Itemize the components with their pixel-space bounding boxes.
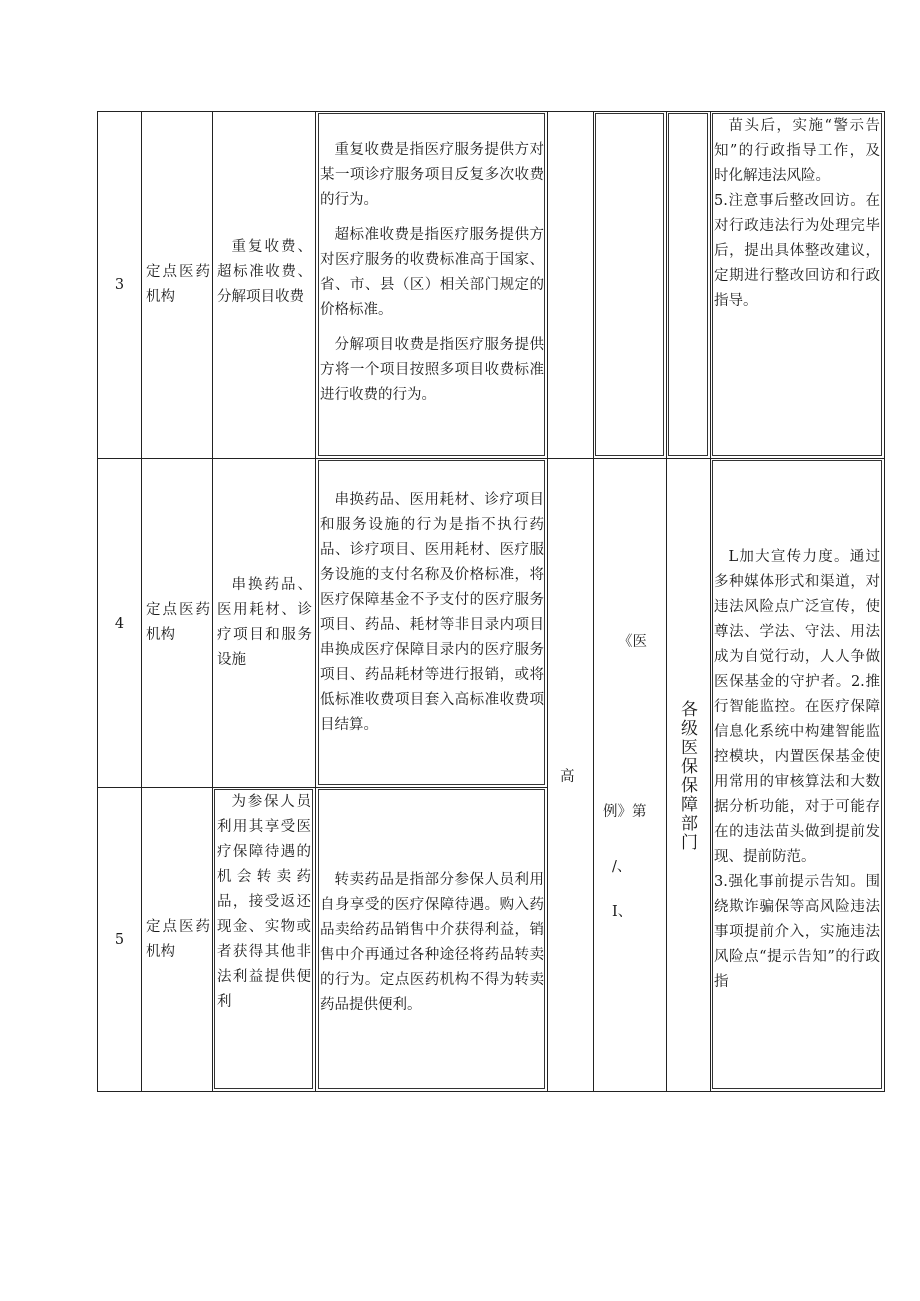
row4-item: 串换药品、医用耗材、诊疗项目和服务设施 [217,577,312,668]
row3-measures: 苗头后，实施“警示告知”的行政指导工作，及时化解违法风险。 5.注意事后整改回访。在对行政违法行为处理完毕后，提出具体整改建议，定期进行整改回访和行政指导。 [714,118,880,309]
row4-number: 4 [114,615,125,632]
col-line-7 [710,111,711,1092]
row3-desc-para-3: 分解项目收费是指医疗服务提供方将一个项目按照多项目收费标准进行收费的行为。 [320,337,544,403]
table-bottom-border [97,1091,884,1092]
basis-line-4: I、 [612,904,633,920]
risk-level: 高 [560,769,575,785]
col-line-6 [666,111,667,1092]
col-line-2 [212,111,213,1092]
col-line-1 [141,111,142,1092]
row5-org: 定点医药机构 [146,919,210,960]
row3-desc-para-1: 重复收费是指医疗服务提供方对某一项诊疗服务项目反复多次收费的行为。 [320,142,544,208]
col-line-5 [593,111,594,1092]
col-line-4 [547,111,548,1092]
row5-description: 转卖药品是指部分参保人员利用自身享受的医疗保障待遇。购入药品卖给药品销售中介获得利益，销售中介再通过各种途径将药品转卖的行为。定点医药机构不得为转卖药品提供便利。 [320,872,544,1013]
basis-line-3: /、 [612,859,632,875]
basis-line-2: 例》第 [603,804,647,820]
row5-number: 5 [114,931,125,948]
row3-desc-para-2: 超标准收费是指医疗服务提供方对医疗服务的收费标准高于国家、省、市、县（区）相关部门规定的价格标准。 [320,227,544,318]
dept-box-top [668,113,708,456]
basis-box-top [595,113,664,456]
row-divider-4-5 [97,787,547,788]
row3-item: 重复收费、超标准收费、分解项目收费 [217,239,312,305]
row3-org: 定点医药机构 [146,264,210,305]
row3-number: 3 [114,277,125,293]
merged-measures: L加大宣传力度。通过多种媒体形式和渠道，对违法风险点广泛宣传，使尊法、学法、守法、用法成为自觉行动，人人争做医保基金的守护者。2.推行智能监控。在医疗保障信息化系统中构建智能监控模块，内置医保基金使用常用的审核算法和大数据分析功能，对于可能存在的违法苗头做到提前发现、提前防范。 3.强化事前提示告知。围绕欺诈骗保等高风险违法事项提前介入，实施违法风险点“提示告知”的行政指 [714,549,880,990]
col-line-8 [884,111,885,1092]
row4-description: 串换药品、医用耗材、诊疗项目和服务设施的行为是指不执行药品、诊疗项目、医用耗材、医疗服务设施的支付名称及价格标准，将医疗保障基金不予支付的医疗服务项目、药品、耗材等非目录内项目串换成医疗保障目录内的医疗服务项目、药品耗材等进行报销，或将低标准收费项目套入高标准收费项目结算。 [320,492,544,733]
department-vertical: 各级医保保障部门 [677,700,697,852]
basis-line-1: 《医 [618,634,647,650]
row5-item: 为参保人员利用其享受医疗保障待遇的机会转卖药品，接受返还现金、实物或者获得其他非法利益提供便利 [217,794,311,1010]
row3-description [320,138,544,418]
row-divider-3-4 [97,458,884,459]
col-line-3 [315,111,316,1092]
table-top-border [97,111,884,112]
row4-org: 定点医药机构 [146,602,210,643]
